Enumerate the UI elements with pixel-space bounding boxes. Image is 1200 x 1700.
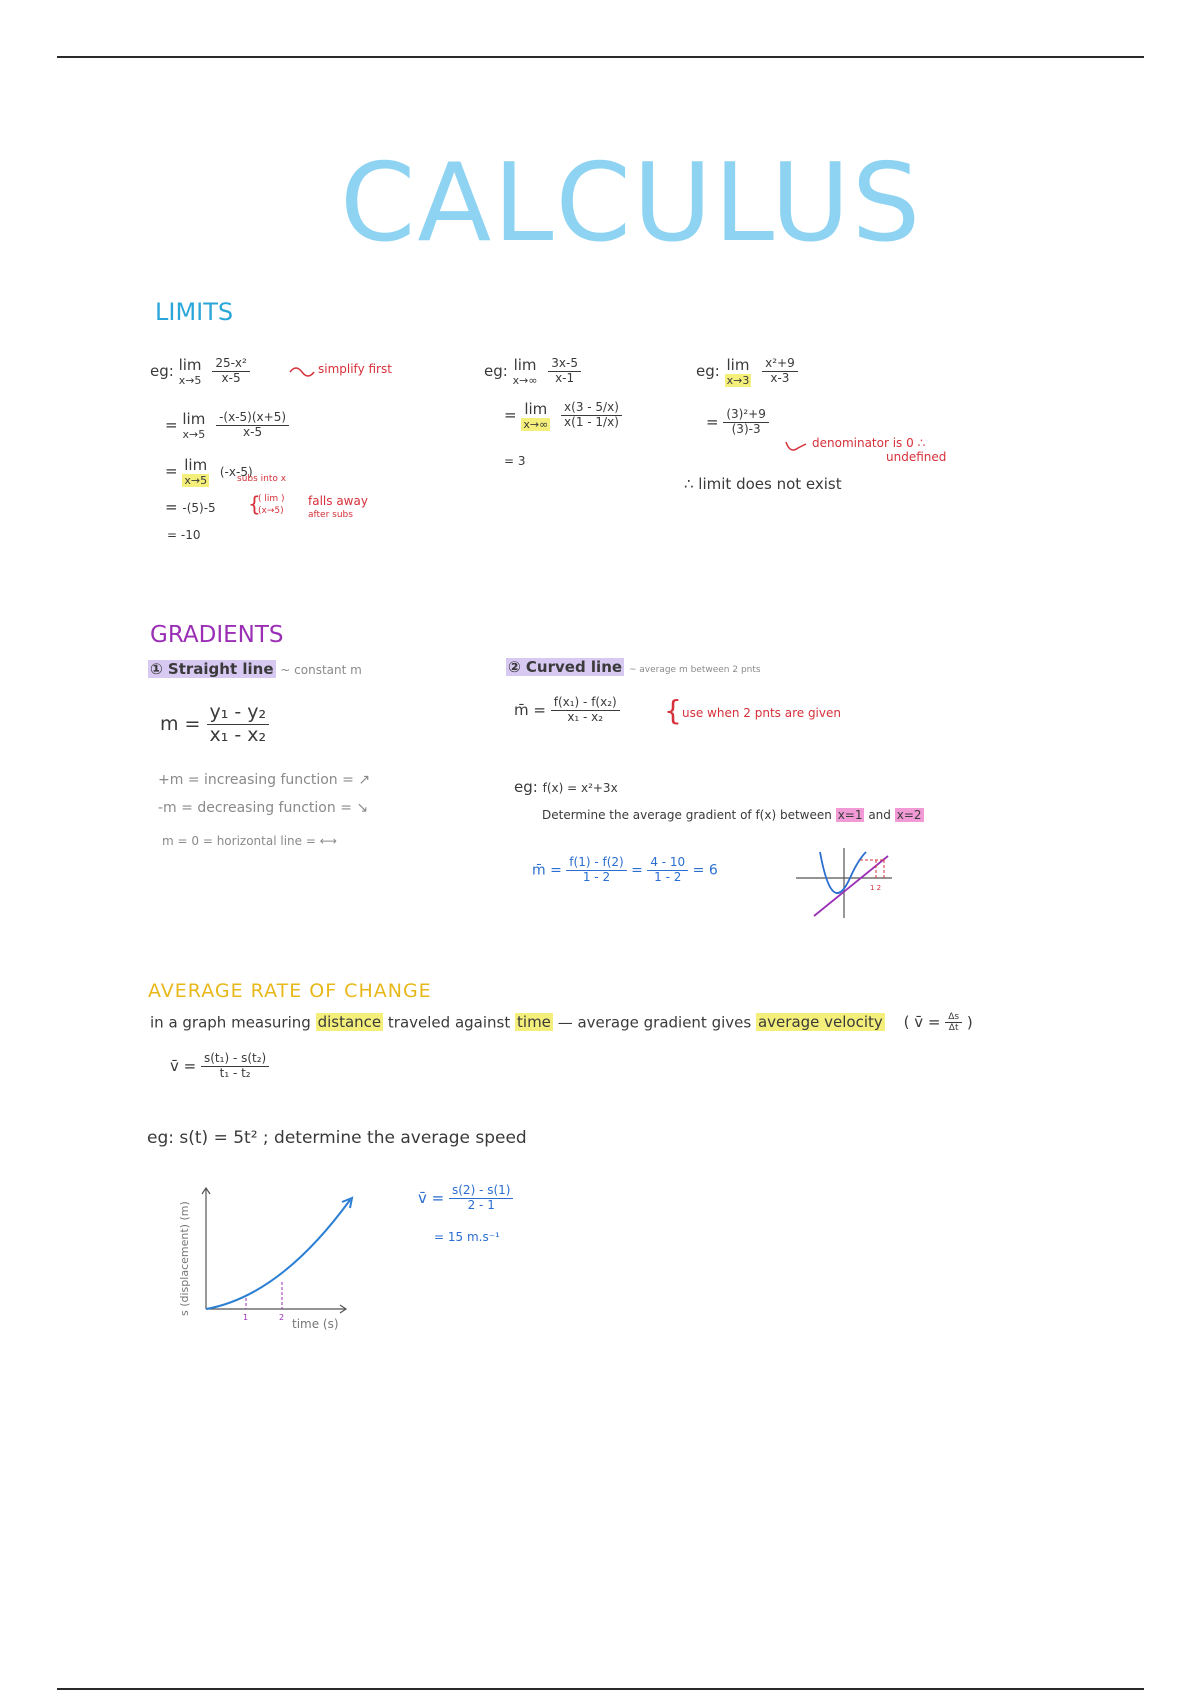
displacement-time-graph [170,1178,360,1338]
limit-operator: lim x→5 [182,410,206,441]
negative-gradient-rule: -m = decreasing function = ↘ [158,800,369,816]
limit-operator: lim x→∞ [512,356,538,387]
limit-expression: $\frac{\text{x²+9}}{x-3}$ [762,357,798,386]
eg-label: eg: [514,778,538,796]
graph-tick-1: 1 [243,1313,249,1322]
limit-operator: lim x→5 [184,456,208,487]
factored-expression: $\frac{-(x-5)(x+5)}{x-5}$ [216,411,289,440]
answer-fraction-1: $\frac{f(1) - f(2)}{1 - 2}$ [566,856,626,885]
limit-result: = -10 [167,528,201,542]
average-velocity-formula: $\frac{\text{s(t₁) - s(t₂)}}{\text{t₁ - t₂}}$ [201,1052,269,1081]
note-arrow-icon [784,440,810,454]
substituted-expression: $\frac{\text{(3)²+9}}{(3)-3}$ [723,408,769,437]
limit-result: = 3 [504,454,526,468]
word-distance: distance [317,1013,382,1032]
task-text: Determine the average gradient of f(x) between [542,808,832,822]
positive-gradient-rule: +m = increasing function = ↗ [158,772,371,788]
gradient-formula: $\frac{\text{y₁ - y₂}}{\text{x₁ - x₂}}$ [207,702,270,747]
secant-sketch-graph [796,848,896,920]
eg-label: eg: [147,1128,174,1148]
graph-x-label: time (s) [292,1317,339,1331]
average-rate-sentence: in a graph measuring distance traveled against time — average gradient gives average velocity ( v̄ = $\frac{\Delta s}{\Delta t}$ ) [150,1012,973,1034]
lim-falls-note-a: ( lim ) [258,494,285,504]
note-arrow-icon [288,364,318,378]
graph-tick-2: 2 [279,1313,285,1322]
simplified-expression: (-x-5) [219,465,253,479]
limit-operator: lim x→5 [178,356,202,387]
limit-operator: lim x→∞ [523,400,549,431]
page-title: CALCULUS [340,141,923,266]
limit-expression: $\frac{3x-5}{x-1}$ [548,357,581,386]
word-average-velocity: average velocity [757,1013,883,1032]
answer-lhs: m̄ = [532,862,562,879]
velocity-fraction: $\frac{\Delta s}{\Delta t}$ [945,1012,962,1034]
straight-line-label: ① Straight line [150,660,274,678]
substitution: -(5)-5 [182,501,216,515]
factored-expression: $\frac{x(3 - 5/x)}{x(1 - 1/x)}$ [561,401,622,430]
curved-line-label: ② Curved line [508,658,623,676]
top-rule [57,56,1144,58]
zero-gradient-rule: m = 0 = horizontal line = ⟷ [162,834,337,848]
lim-falls-note-b: (x→5) [258,506,284,516]
answer-lhs: v̄ = [418,1188,445,1207]
limits-heading: LIMITS [155,298,234,326]
falls-away-note: falls away [308,494,368,508]
answer-result: = 6 [692,862,718,879]
two-points-note: use when 2 pnts are given [682,706,841,720]
limit-expression: $\frac{\text{25-x²}}{x-5}$ [212,357,250,386]
task-x1: x=1 [837,808,863,822]
average-gradient-lhs: m̄ = [514,700,546,719]
eg-label: eg: [484,362,508,380]
simplify-note: simplify first [318,362,392,376]
average-gradient-formula: $\frac{\text{f(x₁) - f(x₂)}}{\text{x₁ - x₂}}$ [551,696,620,725]
limit-conclusion: ∴ limit does not exist [684,475,842,493]
eg-label: eg: [150,362,174,380]
subs-note: subs into x [237,474,287,484]
limit-operator: lim x→3 [726,356,750,387]
curved-line-note: ~ average m between 2 pnts [628,665,761,675]
bottom-rule [57,1688,1144,1690]
graph-y-label: s (displacement) (m) [178,1201,191,1316]
undefined-note: undefined [886,450,947,464]
word-time: time [517,1013,551,1032]
answer-result: = 15 m.s⁻¹ [434,1230,500,1244]
gradient-lhs: m = [160,712,201,735]
straight-line-note: ~ constant m [280,663,362,677]
average-rate-heading: AVERAGE RATE OF CHANGE [148,980,432,1002]
task-x2: x=2 [896,808,922,822]
answer-fraction-2: $\frac{4 - 10}{1 - 2}$ [647,856,688,885]
after-subs-note: after subs [308,510,353,520]
answer-fraction: $\frac{s(2) - s(1)}{2 - 1}$ [449,1184,513,1213]
denominator-note: denominator is 0 ∴ [812,436,926,450]
velocity-lhs: v̄ = [170,1056,197,1075]
gradients-heading: GRADIENTS [150,622,284,648]
example-question: s(t) = 5t² ; determine the average speed [179,1128,527,1148]
example-function: f(x) = x²+3x [542,781,618,795]
svg-text:1 2: 1 2 [870,884,882,892]
eg-label: eg: [696,362,720,380]
